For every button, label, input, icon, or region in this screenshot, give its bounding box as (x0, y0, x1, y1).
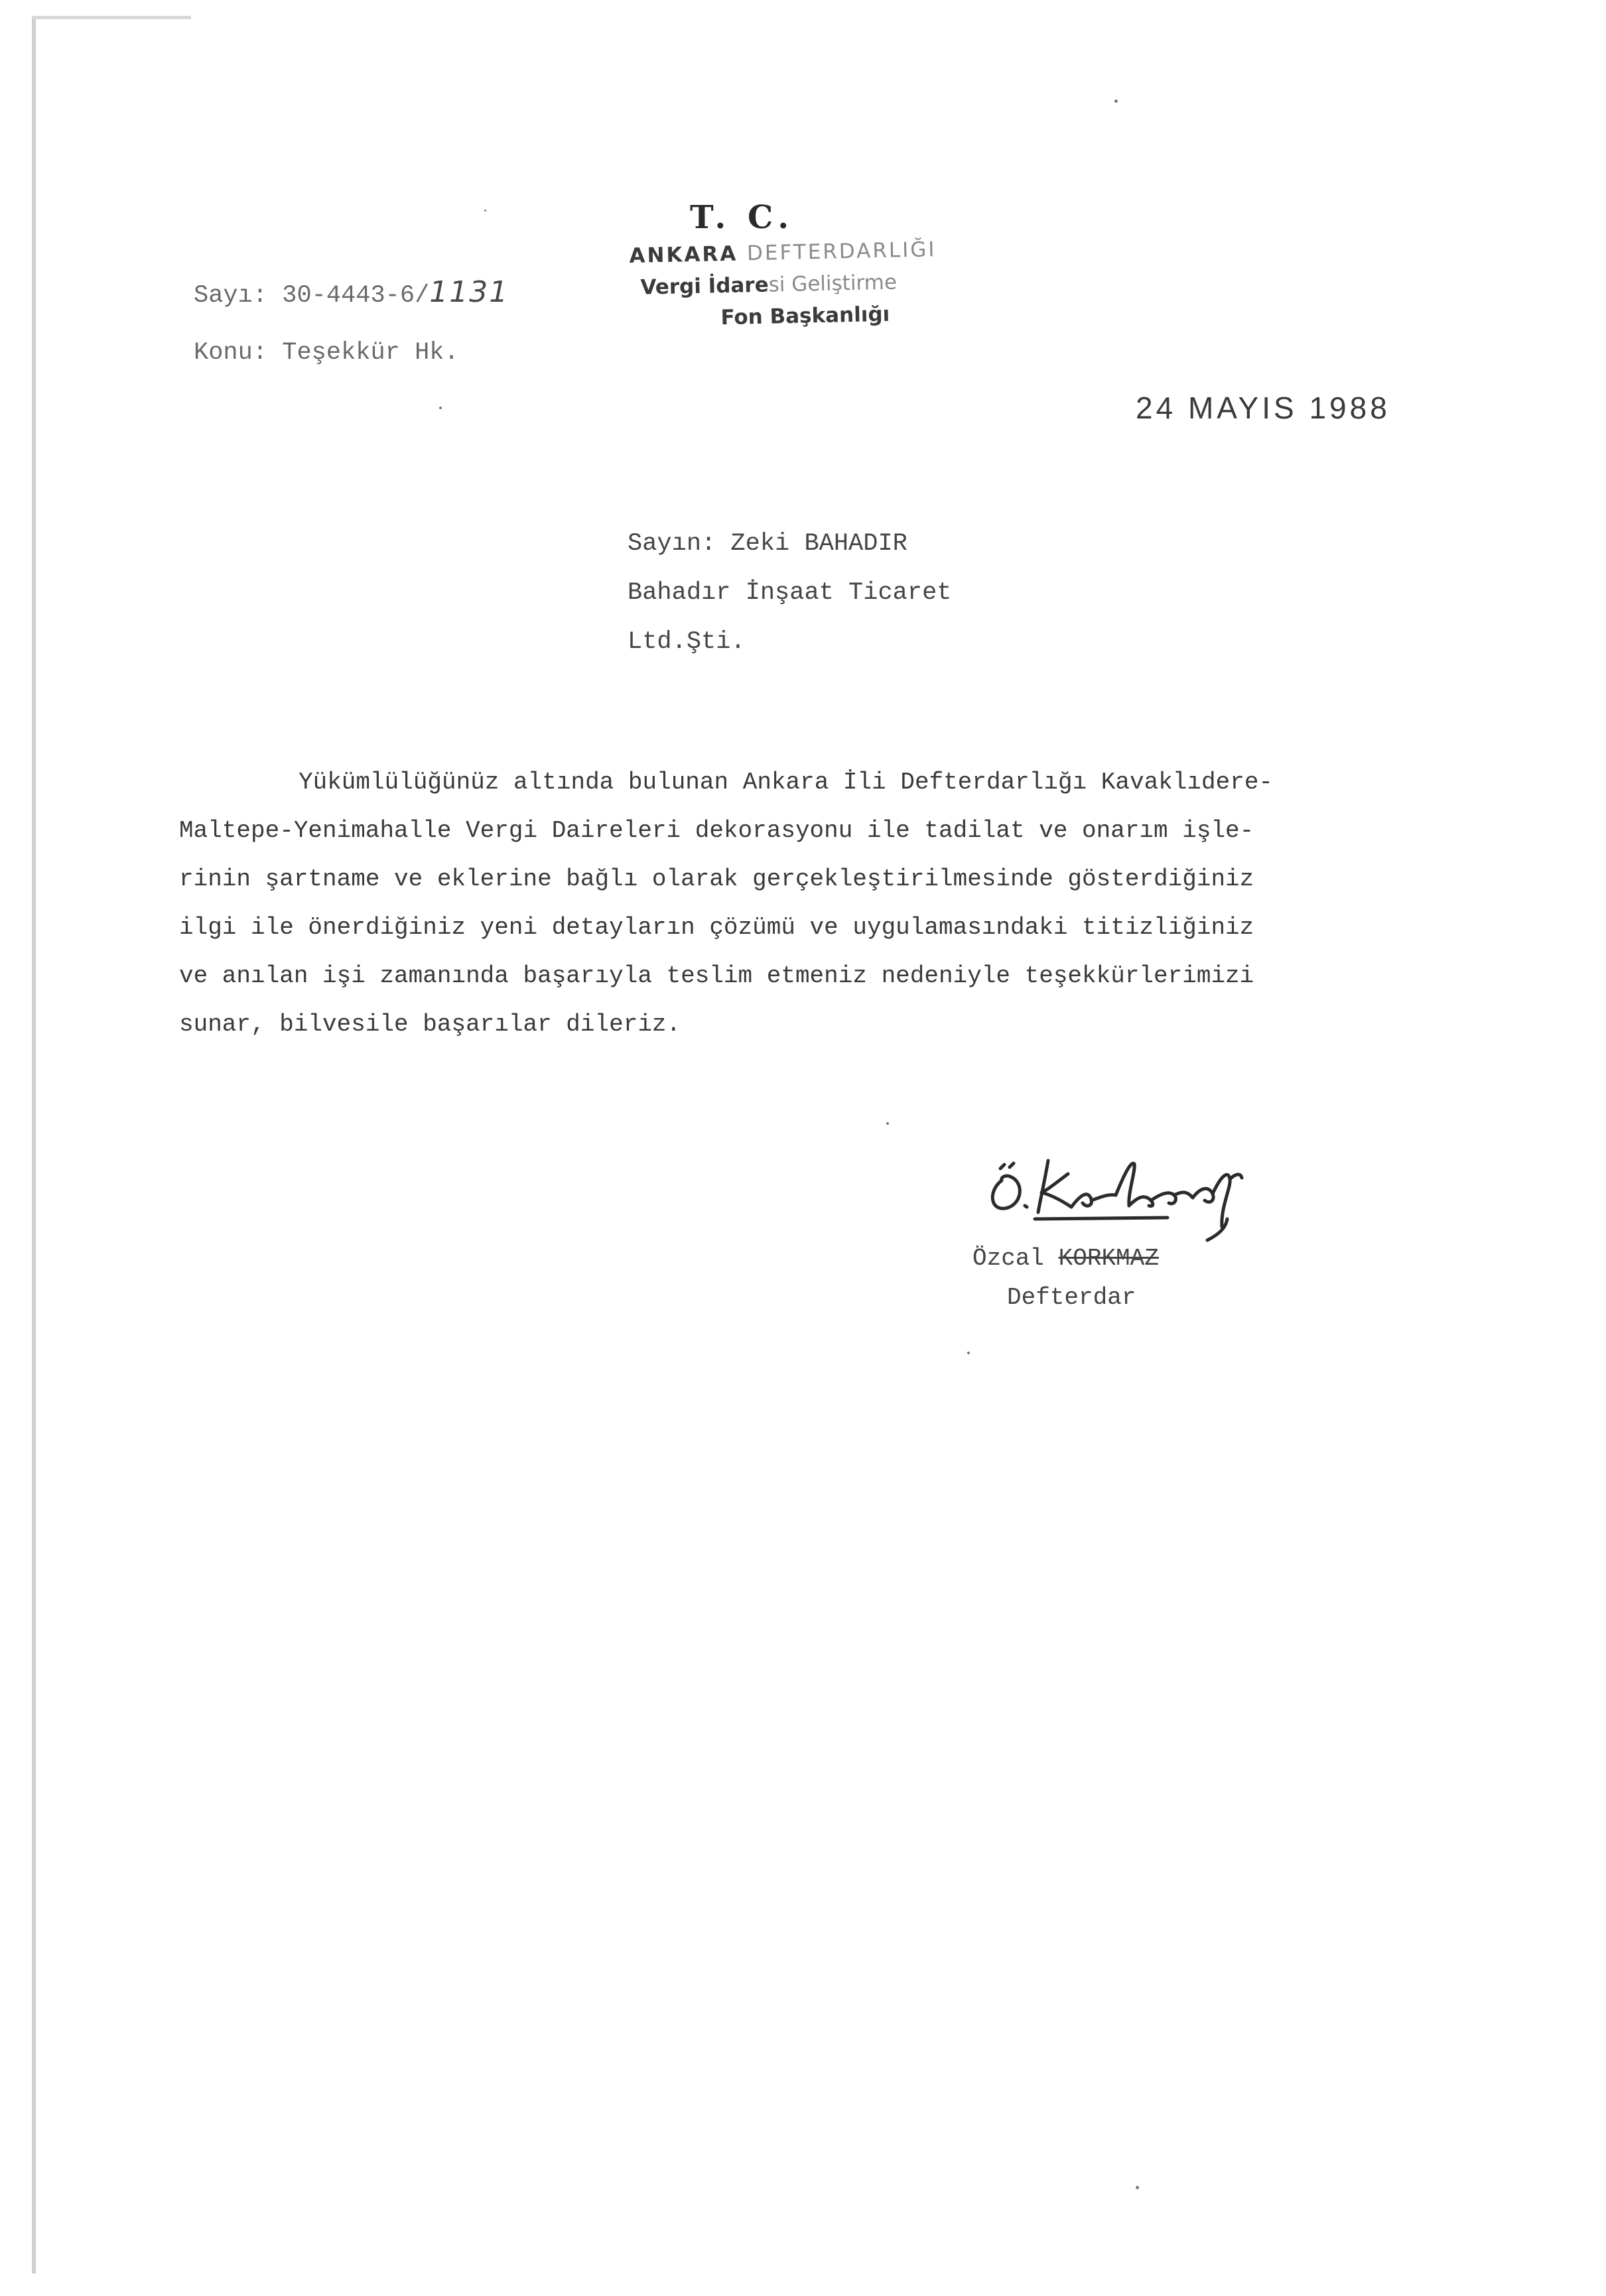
recipient-company: Bahadır İnşaat Ticaret (628, 579, 952, 607)
signatory-first-name: Özcal (972, 1245, 1045, 1272)
signatory-name (972, 1234, 1159, 1284)
reference-number (194, 264, 509, 324)
stamp-line-3: Fon Başkanlığı (720, 302, 890, 330)
paper-speck (439, 407, 442, 409)
paper-speck (484, 210, 486, 212)
recipient-company-type: Ltd.Şti. (628, 628, 746, 656)
reference-number-handwritten: 1131 (429, 275, 509, 309)
paper-speck (886, 1122, 889, 1125)
letterhead (597, 199, 1028, 336)
paper-speck (1136, 2186, 1139, 2189)
reference-block (194, 264, 509, 381)
signatory-title: Defterdar (1007, 1284, 1136, 1311)
page-edge-top (32, 16, 191, 19)
stamp-office: DEFTERDARLIĞI (746, 237, 937, 266)
subject-value: Teşekkür Hk. (282, 339, 459, 367)
paper-speck (1114, 99, 1118, 103)
letter-date: 24 MAYIS 1988 (1136, 391, 1390, 425)
reference-number-label: Sayı: (194, 282, 268, 310)
letterhead-title: T. C. (690, 199, 795, 236)
reference-number-value: 30-4443-6/ (282, 282, 430, 310)
subject-label: Konu: (194, 339, 268, 367)
body-line: rinin şartname ve eklerine bağlı olarak gerçekleştirilmesinde gösterdiğiniz (179, 865, 1254, 893)
body-line: ilgi ile önerdiğiniz yeni detayların çözümü ve uygulamasındaki titizliğiniz (179, 914, 1254, 941)
body-line: Yükümlülüğünüz altında bulunan Ankara İli Defterdarlığı Kavaklıdere- (299, 769, 1274, 796)
signature-drawing (975, 1134, 1294, 1247)
office-stamp (629, 231, 1030, 336)
subject (194, 324, 509, 381)
stamp-city: ANKARA (629, 241, 738, 268)
signatory-last-name: KORKMAZ (1058, 1245, 1159, 1272)
body-line: sunar, bilvesile başarılar dileriz. (179, 1011, 681, 1038)
stamp-department-rest: si Geliştirme (768, 270, 898, 297)
letter-body (179, 758, 1439, 1049)
body-line: ve anılan işi zamanında başarıyla teslim etmeniz nedeniyle teşekkürlerimizi (179, 962, 1254, 989)
handwritten-signature (975, 1134, 1294, 1247)
body-line: Maltepe-Yenimahalle Vergi Daireleri dekorasyonu ile tadilat ve onarım işle- (179, 817, 1254, 844)
recipient-block (628, 519, 951, 667)
page-edge (32, 19, 36, 2273)
paper-speck (967, 1352, 970, 1354)
recipient-name: Sayın: Zeki BAHADIR (628, 530, 907, 558)
stamp-department: Vergi İdare (640, 273, 770, 300)
